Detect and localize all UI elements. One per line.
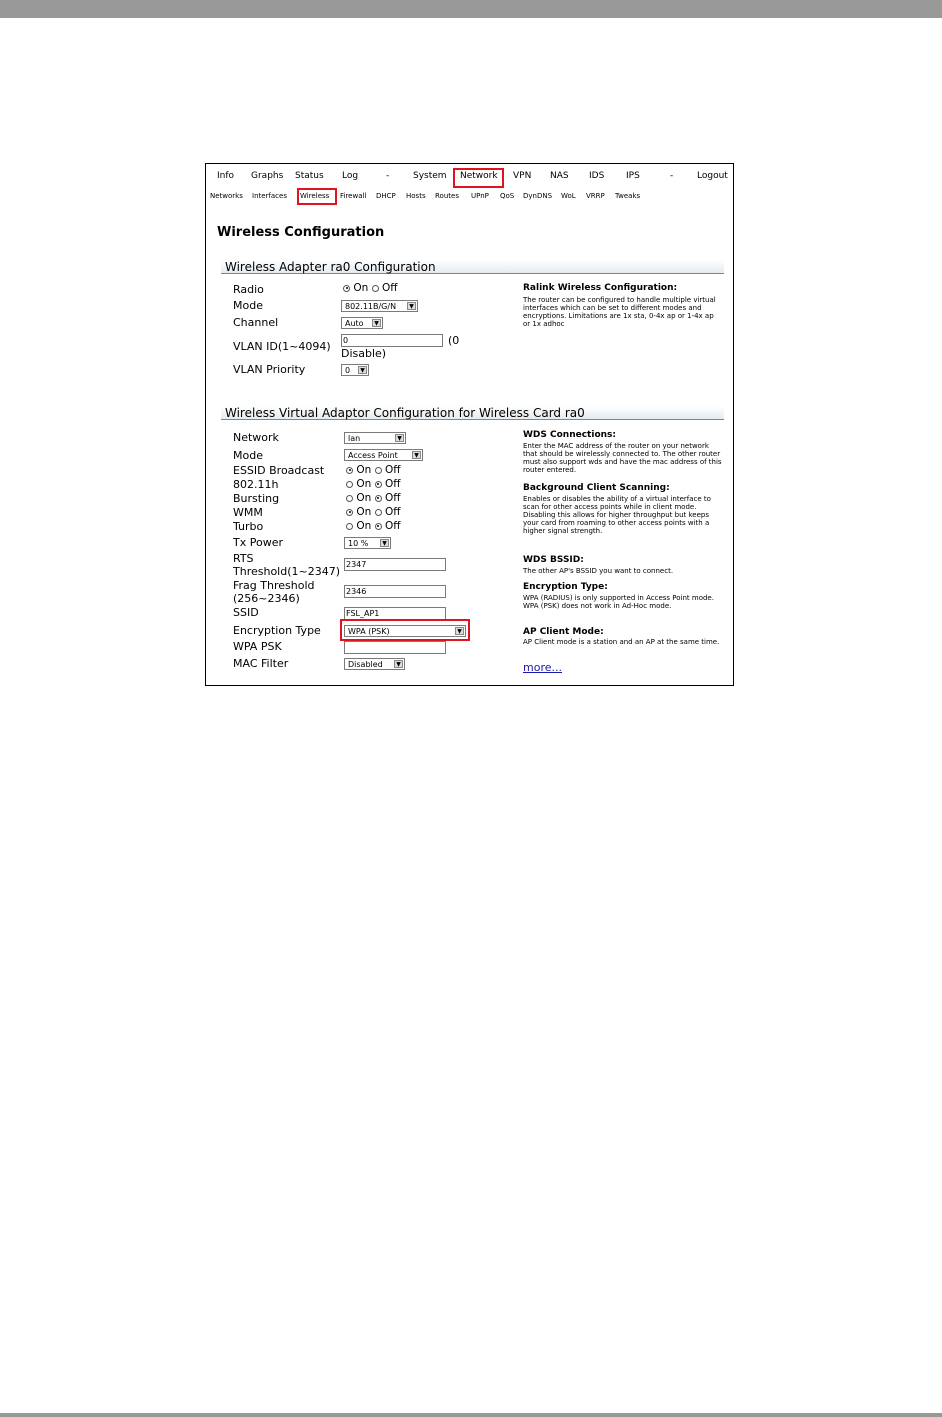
encryption-highlight-box	[340, 619, 470, 641]
ap-client-help-text: AP Client mode is a station and an AP at the same time.	[523, 638, 720, 646]
subnav-dyndns[interactable]: DynDNS	[523, 192, 553, 200]
subnav-vrrp[interactable]: VRRP	[586, 192, 605, 200]
on-label: On	[356, 464, 372, 476]
subnav-qos[interactable]: QoS	[500, 192, 515, 200]
on-label: On	[356, 520, 372, 532]
nav-graphs[interactable]: Graphs	[251, 171, 284, 181]
adapter-section-header: Wireless Adapter ra0 Configuration	[221, 260, 724, 274]
wds-help-text: Enter the MAC address of the router on your network that should be wirelessly connected to. The other router must also support wds and have the mac address of this router entered.	[523, 442, 722, 474]
turbo-on-option[interactable]	[346, 523, 353, 530]
page-bottom-bar	[0, 1413, 942, 1417]
frag-label: Frag Threshold	[233, 579, 315, 592]
nav-separator-2: -	[670, 171, 674, 181]
chevron-down-icon: ▼	[394, 660, 403, 668]
encryption-type-label: Encryption Type	[233, 624, 321, 637]
ap-client-help-title: AP Client Mode:	[523, 627, 604, 637]
chevron-down-icon: ▼	[380, 539, 389, 547]
wpa-psk-label: WPA PSK	[233, 640, 282, 653]
channel-select[interactable]	[341, 317, 383, 329]
nav-status[interactable]: Status	[295, 171, 324, 181]
subnav-networks[interactable]: Networks	[210, 192, 243, 200]
mac-filter-label: MAC Filter	[233, 657, 289, 670]
nav-info[interactable]: Info	[217, 171, 235, 181]
vlan-priority-select[interactable]	[341, 364, 369, 376]
ralink-help-text: The router can be configured to handle multiple virtual interfaces which can be set to different modes and encryptions. Limitations are 1x sta, 0-4x ap or 1-4x ap or 1x adhoc	[523, 296, 716, 328]
subnav-firewall[interactable]: Firewall	[340, 192, 367, 200]
turbo-toggle	[346, 520, 400, 532]
essid-off-option[interactable]	[375, 467, 382, 474]
frag-range-label: (256~2346)	[233, 592, 300, 605]
encryption-help-title: Encryption Type:	[523, 582, 608, 592]
rts-range-label: Threshold(1~2347)	[233, 565, 341, 578]
wpa-psk-input[interactable]	[344, 641, 446, 654]
nav-vpn[interactable]: VPN	[513, 171, 532, 181]
mac-filter-select-value: Disabled	[348, 660, 383, 669]
subnav-hosts[interactable]: Hosts	[406, 192, 426, 200]
encryption-help-text: WPA (RADIUS) is only supported in Access Point mode. WPA (PSK) does not work in Ad-Hoc mode.	[523, 594, 714, 610]
h80211-off-option[interactable]	[375, 481, 382, 488]
essid-on-option[interactable]	[346, 467, 353, 474]
wds-bssid-help-title: WDS BSSID:	[523, 555, 584, 565]
subnav-wol[interactable]: WoL	[561, 192, 576, 200]
h80211-on-option[interactable]	[346, 481, 353, 488]
h80211-label: 802.11h	[233, 478, 279, 491]
nav-ids[interactable]: IDS	[589, 171, 605, 181]
off-label: Off	[384, 506, 401, 518]
subnav-wireless[interactable]: Wireless	[300, 192, 330, 200]
essid-broadcast-label: ESSID Broadcast	[233, 464, 325, 477]
tx-power-select-value: 10 %	[348, 539, 369, 548]
subnav-dhcp[interactable]: DHCP	[376, 192, 396, 200]
radio-off-option[interactable]	[372, 285, 379, 292]
wmm-off-option[interactable]	[375, 509, 382, 516]
chevron-down-icon: ▼	[455, 627, 464, 635]
virtual-section-header: Wireless Virtual Adaptor Configuration for Wireless Card ra0	[221, 406, 724, 420]
vlan-priority-select-value: 0	[345, 366, 351, 375]
network-highlight-box	[453, 168, 504, 188]
channel-label: Channel	[233, 316, 279, 329]
network-select[interactable]	[344, 432, 406, 444]
off-label: Off	[384, 464, 401, 476]
wmm-on-option[interactable]	[346, 509, 353, 516]
on-label: On	[356, 506, 372, 518]
vlan-priority-label: VLAN Priority	[233, 363, 306, 376]
vap-mode-select-value: Access Point	[348, 451, 398, 460]
nav-nas[interactable]: NAS	[550, 171, 569, 181]
subnav-tweaks[interactable]: Tweaks	[615, 192, 641, 200]
vlan-note-end: Disable)	[341, 347, 387, 360]
wds-bssid-help-text: The other AP's BSSID you want to connect.	[523, 567, 674, 575]
rts-label: RTS	[233, 552, 254, 565]
vlan-id-input[interactable]: 0	[341, 334, 443, 347]
on-label: On	[356, 492, 372, 504]
radio-on-label: On	[353, 282, 369, 294]
bursting-off-option[interactable]	[375, 495, 382, 502]
chevron-down-icon: ▼	[358, 366, 367, 374]
encryption-type-select-value: WPA (PSK)	[348, 627, 390, 636]
off-label: Off	[384, 478, 401, 490]
h80211-toggle	[346, 478, 400, 490]
mode-select-value: 802.11B/G/N	[345, 302, 397, 311]
chevron-down-icon: ▼	[407, 302, 416, 310]
tx-power-label: Tx Power	[233, 536, 283, 549]
more-link[interactable]: more...	[523, 661, 562, 674]
wds-help-title: WDS Connections:	[523, 430, 616, 440]
radio-label: Radio	[233, 283, 264, 296]
wmm-toggle	[346, 506, 400, 518]
wireless-highlight-box	[297, 188, 337, 205]
network-select-value: lan	[348, 434, 361, 443]
rts-input[interactable]: 2347	[344, 558, 446, 571]
chevron-down-icon: ▼	[412, 451, 421, 459]
vlan-note-start: (0	[448, 334, 460, 347]
bursting-label: Bursting	[233, 492, 280, 505]
mode-label: Mode	[233, 299, 263, 312]
ssid-label: SSID	[233, 606, 259, 619]
essid-broadcast-toggle	[346, 464, 400, 476]
subnav-upnp[interactable]: UPnP	[471, 192, 489, 200]
channel-select-value: Auto	[345, 319, 364, 328]
mode-select[interactable]	[341, 300, 418, 312]
chevron-down-icon: ▼	[372, 319, 381, 327]
ralink-help-title: Ralink Wireless Configuration:	[523, 283, 678, 293]
bursting-toggle	[346, 492, 400, 504]
vap-mode-label: Mode	[233, 449, 263, 462]
bursting-on-option[interactable]	[346, 495, 353, 502]
turbo-off-option[interactable]	[375, 523, 382, 530]
radio-off-label: Off	[381, 282, 398, 294]
tx-power-select[interactable]	[344, 537, 391, 549]
turbo-label: Turbo	[233, 520, 264, 533]
mac-filter-select[interactable]	[344, 658, 405, 670]
network-label: Network	[233, 431, 279, 444]
page-title: Wireless Configuration	[217, 225, 385, 240]
bgscan-help-text: Enables or disables the ability of a virtual interface to scan for other access points while in client mode. Disabling this allows for higher throughput but keeps your card from roaming to other access points with a higher signal strength.	[523, 495, 711, 535]
page-top-bar	[0, 0, 942, 18]
router-web-ui-screenshot	[205, 163, 734, 686]
bgscan-help-title: Background Client Scanning:	[523, 483, 670, 493]
nav-logout[interactable]: Logout	[697, 171, 728, 181]
nav-ips[interactable]: IPS	[626, 171, 640, 181]
off-label: Off	[384, 520, 401, 532]
on-label: On	[356, 478, 372, 490]
nav-network[interactable]: Network	[460, 171, 498, 181]
vap-mode-select[interactable]	[344, 449, 423, 461]
radio-on-option[interactable]	[343, 285, 350, 292]
vlan-id-label: VLAN ID(1~4094)	[233, 340, 331, 353]
ssid-input[interactable]: FSL_AP1	[344, 607, 446, 620]
chevron-down-icon: ▼	[395, 434, 404, 442]
nav-separator: -	[386, 171, 390, 181]
off-label: Off	[384, 492, 401, 504]
subnav-interfaces[interactable]: Interfaces	[252, 192, 287, 200]
frag-input[interactable]: 2346	[344, 585, 446, 598]
wmm-label: WMM	[233, 506, 263, 519]
subnav-routes[interactable]: Routes	[435, 192, 459, 200]
radio-toggle	[343, 282, 397, 294]
nav-system[interactable]: System	[413, 171, 447, 181]
nav-log[interactable]: Log	[342, 171, 359, 181]
